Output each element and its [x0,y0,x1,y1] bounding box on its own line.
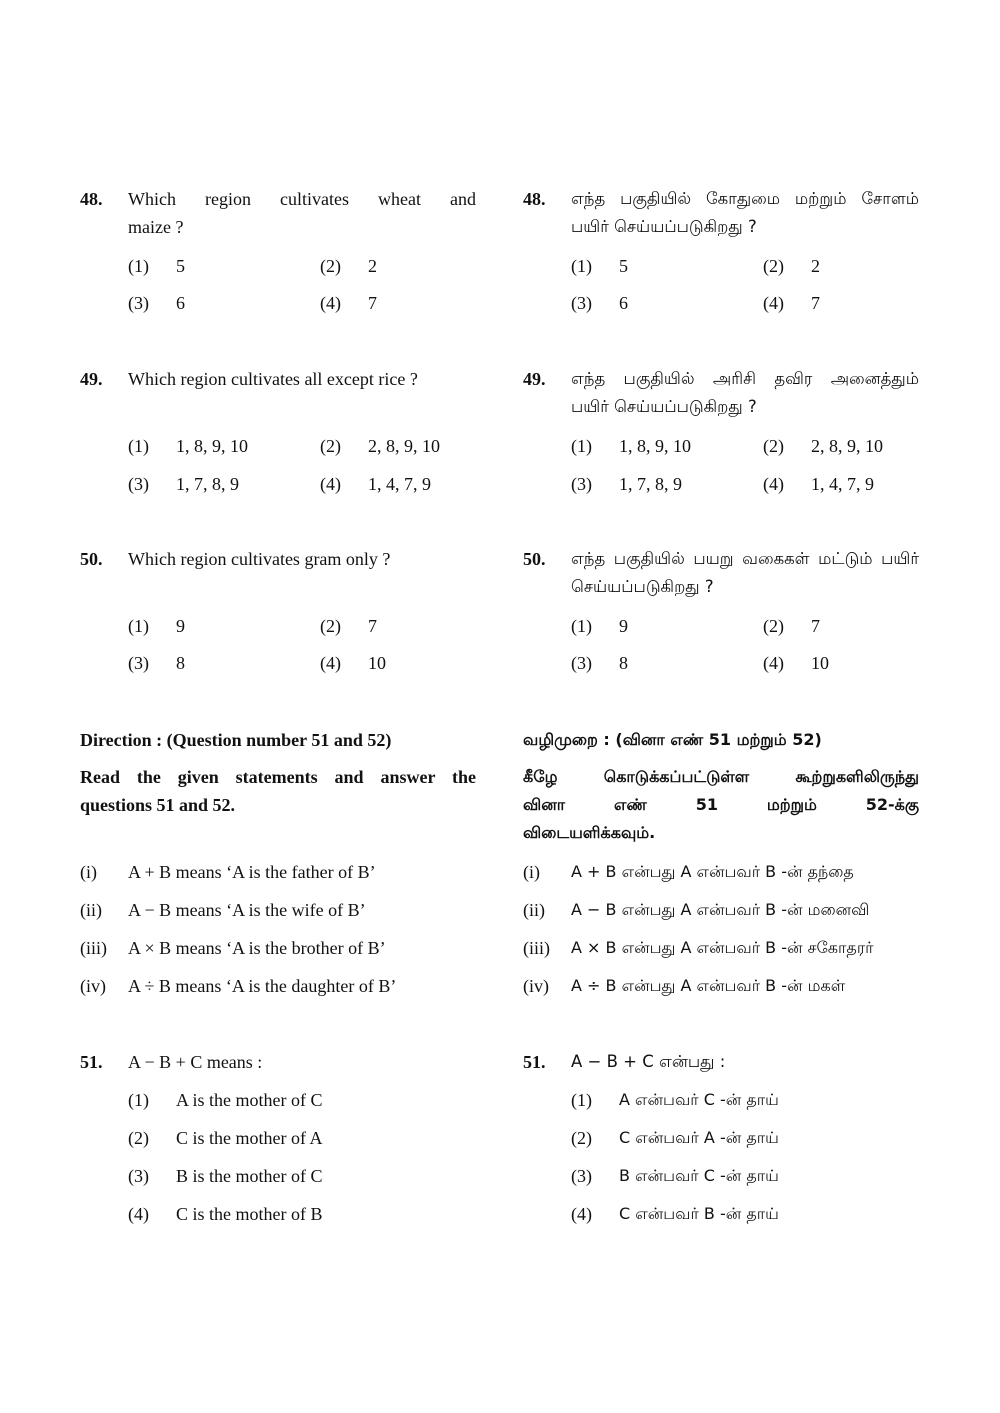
question-number: 49. [80,369,103,389]
option-text: B is the mother of C [176,1166,323,1186]
statement-text: A ÷ B என்பது A என்பவர் B -ன் மகள் [571,976,846,995]
question-number: 51. [80,1052,103,1072]
option-text: 7 [368,616,377,636]
option-text: C என்பவர் B -ன் தாய் [619,1204,779,1223]
option-number: (4) [763,293,784,313]
statement-text: A + B means ‘A is the father of B’ [128,862,376,882]
statement-number: (iii) [523,938,550,958]
option-text: C is the mother of B [176,1204,323,1224]
statement-number: (iii) [80,938,107,958]
statement-number: (i) [80,862,97,882]
statement-text: A ÷ B means ‘A is the daughter of B’ [128,976,397,996]
option-number: (4) [128,1204,149,1224]
option-text: B என்பவர் C -ன் தாய் [619,1166,779,1185]
direction-text-line: கீழே கொடுக்கப்பட்டுள்ள கூற்றுகளிலிருந்து [523,767,919,786]
option-number: (4) [320,293,341,313]
question-number: 51. [523,1052,546,1072]
option-number: (4) [763,653,784,673]
statement-text: A × B என்பது A என்பவர் B -ன் சகோதரர் [571,938,874,957]
question-49-tamil [523,365,923,505]
question-text-line: எந்த பகுதியில் கோதுமை மற்றும் சோளம் [571,189,919,208]
statement-i [523,858,923,886]
option-number: (1) [571,1090,592,1110]
question-50-tamil [523,545,923,685]
question-text-line: maize ? [128,217,184,237]
option-number: (3) [128,474,149,494]
option-text: 6 [176,293,185,313]
option-number: (3) [571,653,592,673]
option-text: A என்பவர் C -ன் தாய் [619,1090,779,1109]
option-number: (3) [128,293,149,313]
question-text-line: எந்த பகுதியில் பயறு வகைகள் மட்டும் பயிர் [571,549,919,568]
question-text [128,185,476,241]
option-text: 5 [619,256,628,276]
question-text-line: செய்யப்படுகிறது ? [571,577,714,596]
question-50 [80,545,480,685]
option-number: (1) [128,436,149,456]
option-number: (4) [571,1204,592,1224]
question-text-line: எந்த பகுதியில் அரிசி தவிர அனைத்தும் [571,369,919,388]
option-number: (1) [571,436,592,456]
question-text-line: பயிர் செய்யப்படுகிறது ? [571,217,757,236]
statement-iii [523,934,923,962]
direction-text-line: Read the given statements and answer the [80,767,476,787]
question-51 [80,1048,480,1228]
question-text [571,365,919,421]
option-text: 1, 7, 8, 9 [176,474,239,494]
option-text: 5 [176,256,185,276]
option-number: (2) [128,1128,149,1148]
option-text: 1, 4, 7, 9 [368,474,431,494]
question-text: A − B + C means : [128,1052,263,1072]
direction-text-line: விடையளிக்கவும். [523,823,656,842]
statement-text: A + B என்பது A என்பவர் B -ன் தந்தை [571,862,854,881]
option-number: (3) [128,1166,149,1186]
option-number: (2) [320,616,341,636]
statement-number: (ii) [80,900,102,920]
direction-text-line: questions 51 and 52. [80,795,236,815]
option-number: (1) [128,1090,149,1110]
option-text: 2, 8, 9, 10 [811,436,883,456]
option-number: (1) [128,256,149,276]
option-number: (2) [320,436,341,456]
statement-number: (i) [523,862,540,882]
statement-text: A × B means ‘A is the brother of B’ [128,938,386,958]
question-number: 48. [523,189,546,209]
option-text: 7 [811,616,820,636]
option-text: A is the mother of C [176,1090,323,1110]
option-text: 2 [368,256,377,276]
option-text: 1, 8, 9, 10 [176,436,248,456]
question-number: 48. [80,189,103,209]
option-text: 9 [176,616,185,636]
option-number: (3) [571,1166,592,1186]
direction-title: வழிமுறை : (வினா எண் 51 மற்றும் 52) [523,730,822,749]
question-text [571,545,919,601]
direction-title: Direction : (Question number 51 and 52) [80,730,392,750]
option-text: C என்பவர் A -ன் தாய் [619,1128,779,1147]
statement-i [80,858,480,886]
option-number: (1) [128,616,149,636]
option-number: (4) [320,653,341,673]
option-number: (2) [763,616,784,636]
option-number: (2) [320,256,341,276]
statement-text: A − B என்பது A என்பவர் B -ன் மனைவி [571,900,870,919]
statement-iii [80,934,480,962]
tamil-column [523,0,923,1413]
option-text: 9 [619,616,628,636]
question-text: Which region cultivates gram only ? [128,549,391,569]
option-text: 7 [368,293,377,313]
statement-ii [80,896,480,924]
option-text: 1, 4, 7, 9 [811,474,874,494]
option-text: 8 [176,653,185,673]
question-text: A − B + C என்பது : [571,1052,726,1071]
option-text: 10 [368,653,386,673]
option-text: C is the mother of A [176,1128,323,1148]
question-text [571,185,919,241]
option-text: 1, 8, 9, 10 [619,436,691,456]
option-number: (3) [128,653,149,673]
option-number: (2) [763,436,784,456]
statement-number: (ii) [523,900,545,920]
question-48 [80,185,480,325]
option-text: 8 [619,653,628,673]
option-number: (1) [571,256,592,276]
question-49 [80,365,480,505]
statement-iv [80,972,480,1000]
option-number: (4) [763,474,784,494]
statement-number: (iv) [523,976,549,996]
option-number: (1) [571,616,592,636]
question-48-tamil [523,185,923,325]
english-column [80,0,480,1413]
option-text: 6 [619,293,628,313]
option-text: 7 [811,293,820,313]
option-number: (4) [320,474,341,494]
question-number: 49. [523,369,546,389]
option-number: (2) [571,1128,592,1148]
question-text-line: Which region cultivates wheat and [128,189,476,209]
question-text: Which region cultivates all except rice ? [128,369,418,389]
question-number: 50. [80,549,103,569]
option-number: (2) [763,256,784,276]
question-number: 50. [523,549,546,569]
option-text: 10 [811,653,829,673]
statement-text: A − B means ‘A is the wife of B’ [128,900,366,920]
statement-ii [523,896,923,924]
option-number: (3) [571,293,592,313]
direction-text-line: வினா எண் 51 மற்றும் 52-க்கு [523,795,919,814]
question-51-tamil [523,1048,923,1228]
option-number: (3) [571,474,592,494]
question-text-line: பயிர் செய்யப்படுகிறது ? [571,397,757,416]
statement-number: (iv) [80,976,106,996]
option-text: 2 [811,256,820,276]
option-text: 2, 8, 9, 10 [368,436,440,456]
option-text: 1, 7, 8, 9 [619,474,682,494]
statement-iv [523,972,923,1000]
